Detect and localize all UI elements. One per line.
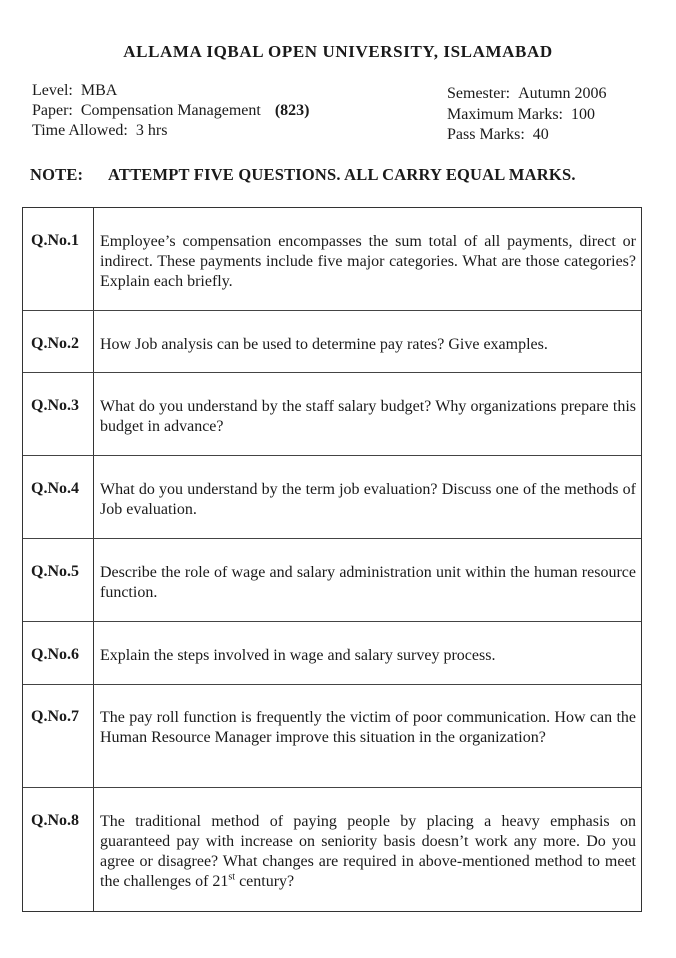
question-number: Q.No.2	[31, 335, 79, 352]
question-number: Q.No.7	[31, 708, 79, 725]
question-row-3	[23, 373, 641, 456]
semester-value: Autumn 2006	[518, 85, 607, 102]
question-text: Employee’s compensation encompasses the sum total of all payments, direct or indirect. These payments include five major categories. What are those categories? Explain each briefly.	[100, 233, 636, 290]
question-text-end: century?	[235, 873, 295, 890]
time-line	[32, 121, 310, 141]
question-text: What do you understand by the term job evaluation? Discuss one of the methods of Job evaluation.	[100, 481, 636, 518]
question-row-7	[23, 685, 641, 788]
question-row-2	[23, 311, 641, 373]
level-label: Level:	[32, 82, 73, 99]
question-row-4	[23, 456, 641, 539]
exam-meta-left	[32, 81, 310, 141]
question-row-5	[23, 539, 641, 622]
ordinal-suffix: st	[228, 871, 236, 883]
semester-label: Semester:	[447, 85, 511, 102]
question-row-1	[23, 208, 641, 311]
max-marks-label: Maximum Marks:	[447, 105, 563, 123]
question-number: Q.No.3	[31, 397, 79, 414]
question-number: Q.No.8	[31, 812, 79, 829]
question-text: How Job analysis can be used to determine pay rates? Give examples.	[100, 336, 548, 353]
question-text: The pay roll function is frequently the victim of poor communication. How can the Human Resource Manager improve this situation in the organization?	[100, 709, 636, 746]
question-number: Q.No.4	[31, 480, 79, 497]
question-text	[100, 812, 636, 892]
question-text: What do you understand by the staff salary budget? Why organizations prepare this budget in advance?	[100, 398, 636, 435]
paper-line	[32, 101, 310, 121]
paper-code: (823)	[274, 102, 310, 119]
question-number: Q.No.5	[31, 563, 79, 580]
time-value: 3 hrs	[135, 122, 168, 139]
question-text: Explain the steps involved in wage and salary survey process.	[100, 647, 496, 664]
semester-line	[447, 84, 607, 105]
question-number: Q.No.1	[31, 232, 79, 249]
level-value: MBA	[80, 82, 118, 99]
question-row-6	[23, 622, 641, 685]
note-text: ATTEMPT FIVE QUESTIONS. ALL CARRY EQUAL MARKS.	[108, 165, 576, 184]
note-label: NOTE:	[30, 165, 84, 184]
question-text: Describe the role of wage and salary administration unit within the human resource function.	[100, 564, 636, 601]
max-marks-line	[447, 105, 607, 126]
paper-label: Paper:	[32, 102, 73, 119]
exam-meta-right	[447, 84, 607, 146]
instructions-note	[30, 165, 630, 185]
question-row-8	[23, 788, 641, 912]
questions-table	[22, 207, 642, 912]
pass-marks-value: 40	[532, 126, 549, 143]
paper-value: Compensation Management	[80, 102, 261, 119]
max-marks-value: 100	[571, 105, 595, 123]
question-text-main: The traditional method of paying people by placing a heavy emphasis on guaranteed pay with increase on seniority basis doesn’t work any more. Do you agree or disagree? What changes are required in above-mentioned method to meet the challenges of 21	[100, 813, 636, 890]
university-title: ALLAMA IQBAL OPEN UNIVERSITY, ISLAMABAD	[123, 42, 553, 61]
level-line	[32, 81, 310, 101]
pass-marks-line	[447, 125, 607, 146]
time-label: Time Allowed:	[32, 122, 128, 139]
pass-marks-label: Pass Marks:	[447, 126, 525, 143]
question-number: Q.No.6	[31, 646, 79, 663]
